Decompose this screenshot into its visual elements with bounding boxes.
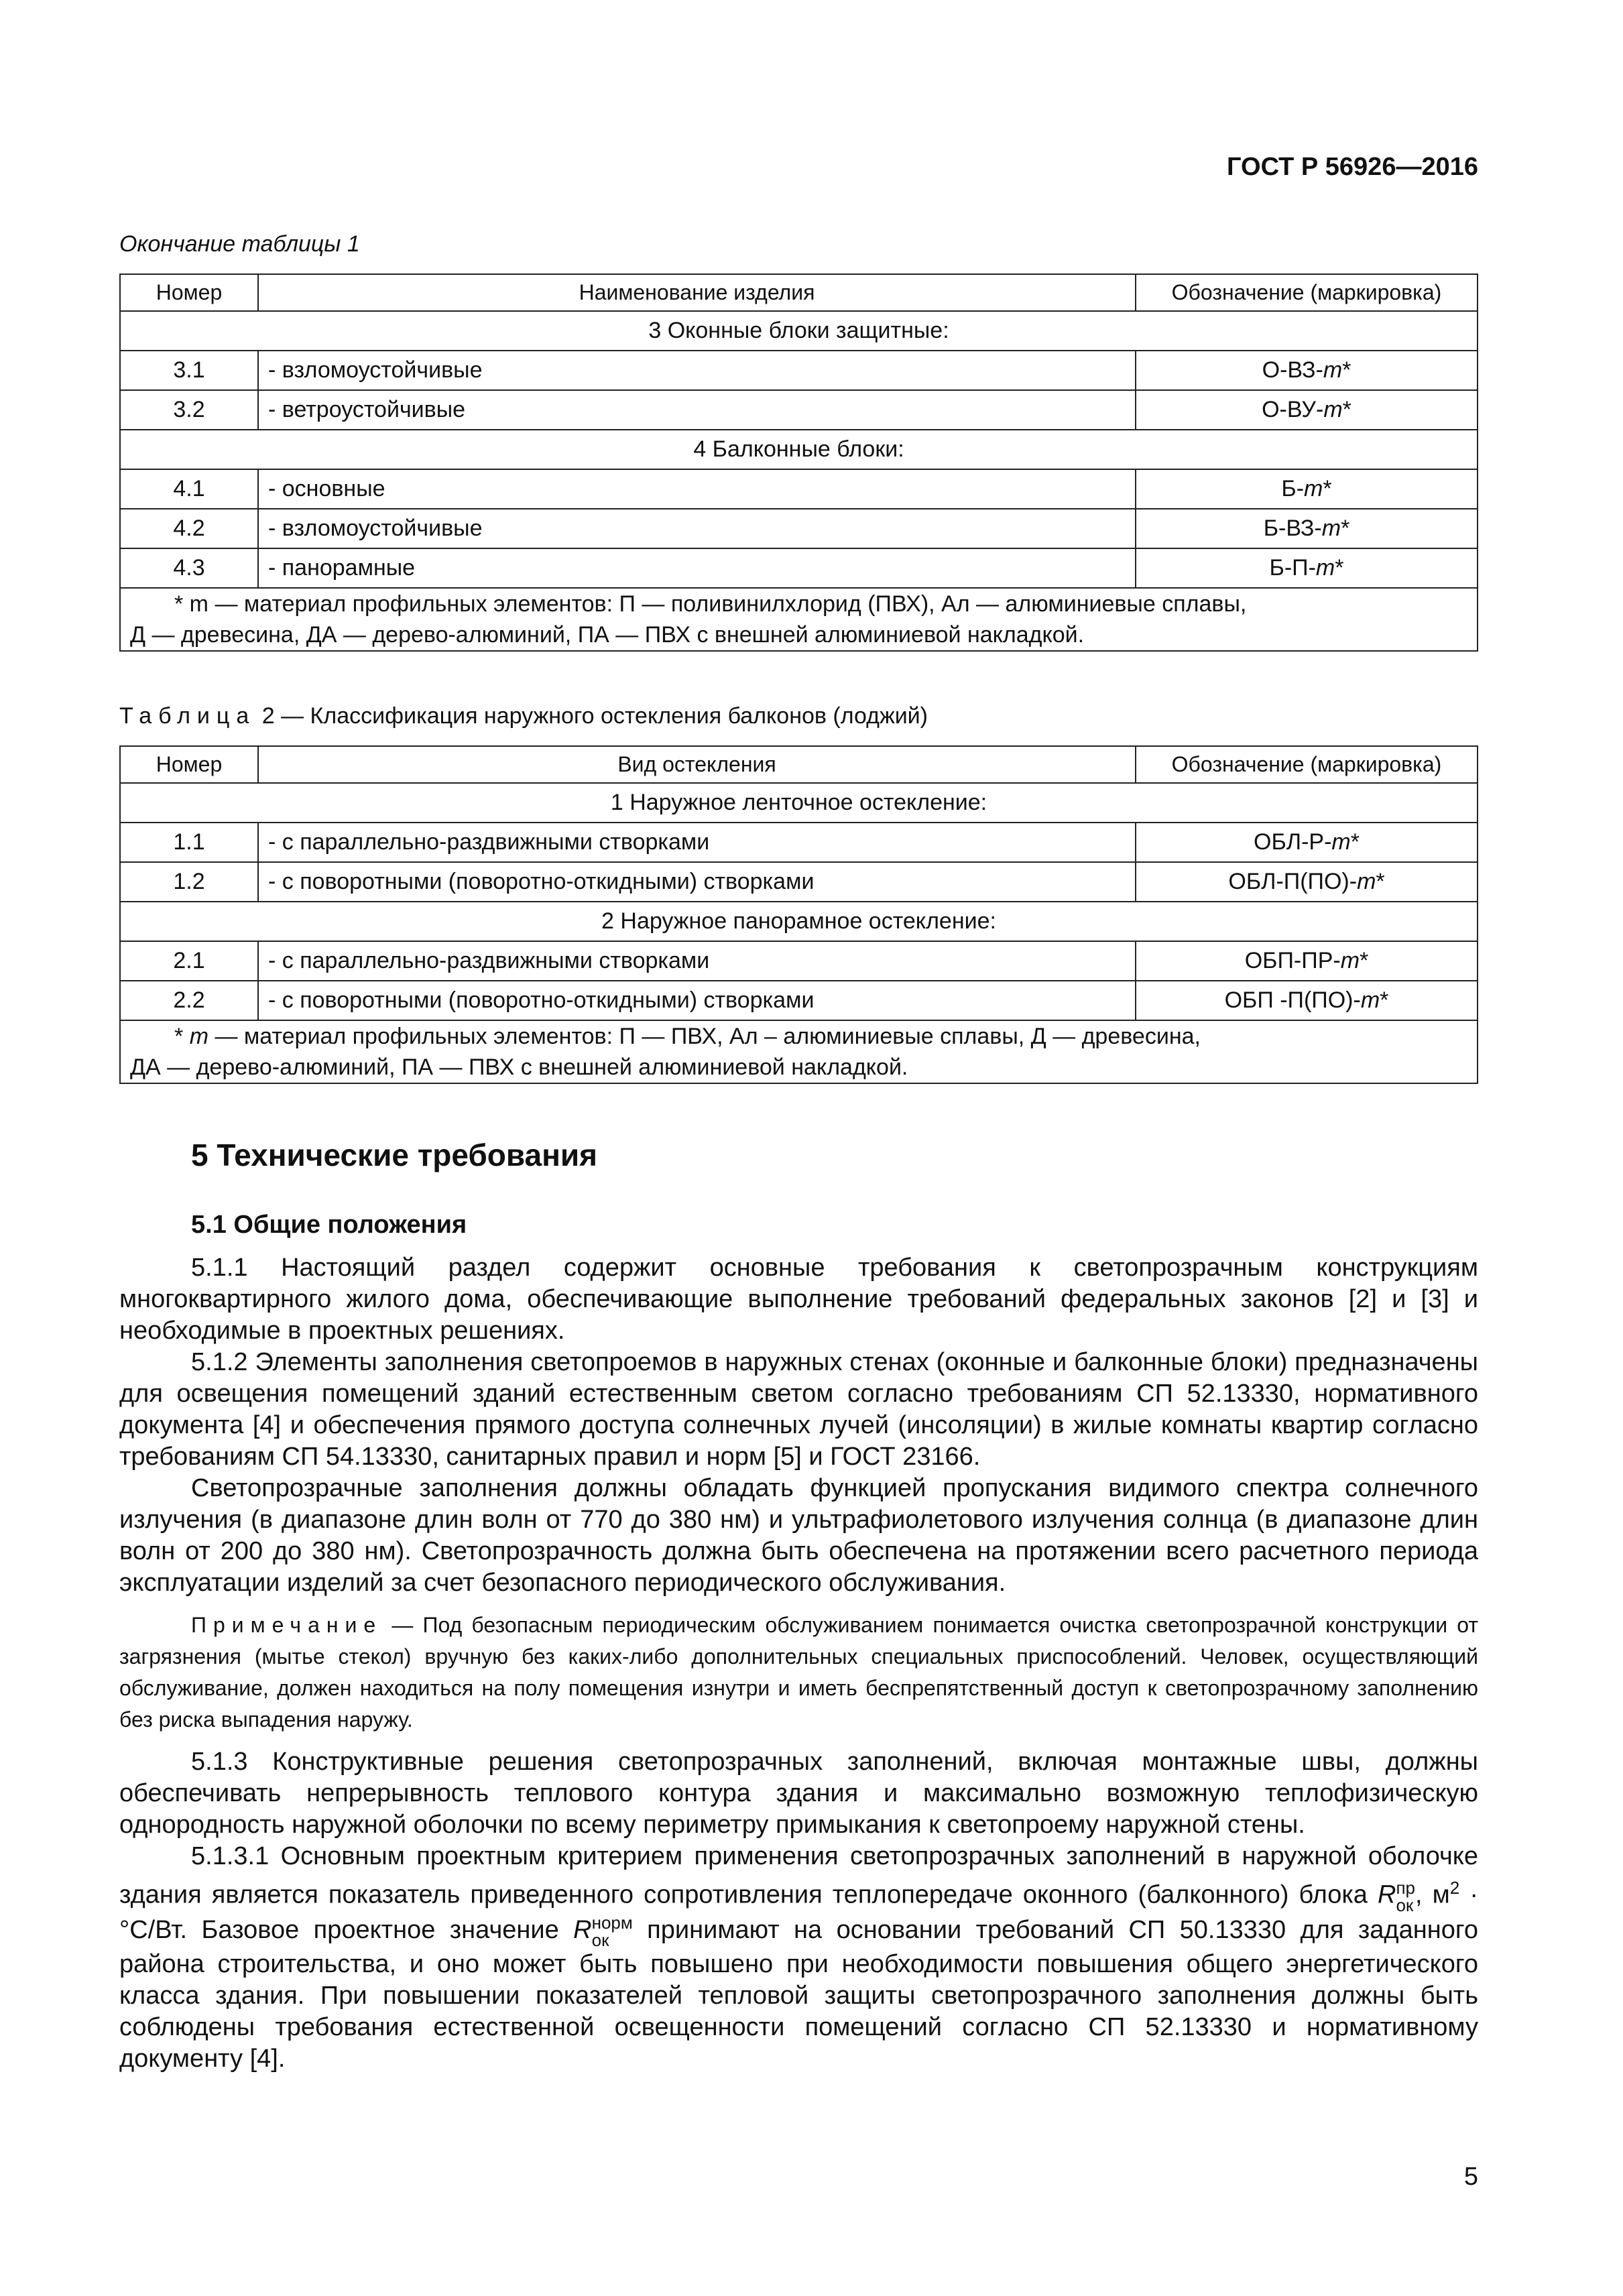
subsection-title: 5.1 Общие положения [191, 1211, 467, 1239]
row-name: - взломоустойчивые [258, 509, 1136, 548]
row-number: 2.2 [120, 981, 258, 1020]
paragraph-5-1-3-1: 5.1.3.1 Основным проектным критерием применения светопрозрачных заполнений в наружной оболочке здания является показатель приведенного сопротивления теплопередаче оконного (балконного) блока R пр ок , $м^2 \cdot ^\circ С/Вт$. Базовое проектное значение R норм ок принимают на основании требований СП 50.13330 для заданного района строительства, и оно может быть повышено при необходимости повышения общего энергетического класса здания. При повышении показателей тепловой защиты светопрозрачного заполнения должны быть соблюдены требования естественной освещенности помещений согласно СП 52.13330 и нормативному документу [4]. [119, 1842, 1479, 2073]
table1-group-header: 4 Балконные блоки: [120, 430, 1478, 469]
table-row [120, 862, 1478, 902]
table-row [120, 941, 1478, 981]
table2-caption: Таблица 2 — Классификация наружного остекления балконов (лоджий) [119, 703, 928, 729]
row-name: - с поворотными (поворотно-откидными) створками [258, 862, 1136, 902]
document-id: ГОСТ Р 56926—2016 [1227, 153, 1478, 181]
table-row [120, 469, 1478, 509]
row-number: 4.2 [120, 509, 258, 548]
table2-col-number: Номер [120, 746, 258, 783]
row-mark: О-ВЗ-m* [1136, 351, 1478, 390]
paragraph-5-1-2: 5.1.2 Элементы заполнения светопроемов в наружных стенах (оконные и балконные блоки) предназначены для освещения помещений зданий естественным светом согласно требованиям СП 52.13330, нормативного документа [4] и обеспечения прямого доступа солнечных лучей (инсоляции) в жилые комнаты квартир согласно требованиям СП 54.13330, санитарных правил и норм [5] и ГОСТ 23166. [119, 1348, 1478, 1471]
row-mark: ОБЛ-Р-m* [1136, 823, 1478, 862]
row-number: 2.1 [120, 941, 258, 981]
row-number: 1.2 [120, 862, 258, 902]
table-row [120, 509, 1478, 548]
row-number: 3.1 [120, 351, 258, 390]
table2-col-type: Вид остекления [258, 746, 1136, 783]
table1-col-number: Номер [120, 274, 258, 311]
row-mark: ОБЛ-П(ПО)-m* [1136, 862, 1478, 902]
row-name: - взломоустойчивые [258, 351, 1136, 390]
table1-footnote: * m — материал профильных элементов: П — поливинилхлорид (ПВХ), Ал — алюминиевые сплавы, Д — древесина, ДА — дерево-алюминий, ПА — ПВХ с внешней алюминиевой накладкой. [120, 588, 1478, 651]
paragraph-5-1-1: 5.1.1 Настоящий раздел содержит основные требования к светопрозрачным конструкциям многоквартирного жилого дома, обеспечивающие выполнение требований федеральных законов [2] и [3] и необходимые в проектных решениях. [119, 1254, 1478, 1345]
table-row [120, 351, 1478, 390]
row-number: 3.2 [120, 390, 258, 430]
row-name: - панорамные [258, 548, 1136, 588]
row-mark: ОБП -П(ПО)-m* [1136, 981, 1478, 1020]
row-mark: О-ВУ-m* [1136, 390, 1478, 430]
table-row [120, 548, 1478, 588]
table-row [120, 823, 1478, 862]
row-name: - с поворотными (поворотно-откидными) створками [258, 981, 1136, 1020]
row-number: 4.3 [120, 548, 258, 588]
section-body [119, 1252, 1478, 2075]
paragraph-light: Светопрозрачные заполнения должны обладать функцией пропускания видимого спектра солнечного излучения (в диапазоне длин волн от 770 до 380 нм) и ультрафиолетового излучения солнца (в диапазоне длин волн от 200 до 380 нм). Светопрозрачность должна быть обеспечена на протяжении всего расчетного периода эксплуатации изделий за счет безопасного периодического обслуживания. [119, 1474, 1478, 1597]
row-number: 4.1 [120, 469, 258, 509]
row-name: - ветроустойчивые [258, 390, 1136, 430]
table2-col-mark: Обозначение (маркировка) [1136, 746, 1478, 783]
table1-group-header: 3 Оконные блоки защитные: [120, 311, 1478, 351]
row-mark: Б-ВЗ-m* [1136, 509, 1478, 548]
row-number: 1.1 [120, 823, 258, 862]
row-name: - основные [258, 469, 1136, 509]
row-mark: Б-m* [1136, 469, 1478, 509]
row-name: - с параллельно-раздвижными створками [258, 823, 1136, 862]
table1-caption: Окончание таблицы 1 [119, 231, 360, 257]
row-mark: Б-П-m* [1136, 548, 1478, 588]
row-name: - с параллельно-раздвижными створками [258, 941, 1136, 981]
section-title: 5 Технические требования [191, 1138, 597, 1172]
table2 [119, 745, 1478, 1084]
paragraph-5-1-3: 5.1.3 Конструктивные решения светопрозрачных заполнений, включая монтажные швы, должны обеспечивать непрерывность теплового контура здания и максимально возможную теплофизическую однородность наружной оболочки по всему периметру примыкания к светопроему наружной стены. [119, 1748, 1478, 1839]
table2-group-header: 2 Наружное панорамное остекление: [120, 902, 1478, 941]
page-number: 5 [1463, 2163, 1478, 2191]
table-row [120, 390, 1478, 430]
row-mark: ОБП-ПР-m* [1136, 941, 1478, 981]
note-text: — Под безопасным периодическим обслуживанием понимается очистка светопрозрачной конструкции от загрязнения (мытье стекол) вручную без каких-либо дополнительных специальных приспособлений. Человек, осуществляющий обслуживание, должен находиться на полу помещения изнутри и иметь беспрепятственный доступ к светопрозрачному заполнению без риска выпадения наружу. [119, 1613, 1478, 1732]
note-paragraph [119, 1610, 1478, 1736]
table2-footnote: * m — материал профильных элементов: П — ПВХ, Ал – алюминиевые сплавы, Д — древесина, ДА — дерево-алюминий, ПА — ПВХ с внешней алюминиевой накладкой. [120, 1020, 1478, 1083]
table1-col-name: Наименование изделия [258, 274, 1136, 311]
note-label: Примечание [191, 1613, 383, 1637]
table1 [119, 274, 1478, 652]
table1-col-mark: Обозначение (маркировка) [1136, 274, 1478, 311]
table-row [120, 981, 1478, 1020]
table2-group-header: 1 Наружное ленточное остекление: [120, 783, 1478, 823]
